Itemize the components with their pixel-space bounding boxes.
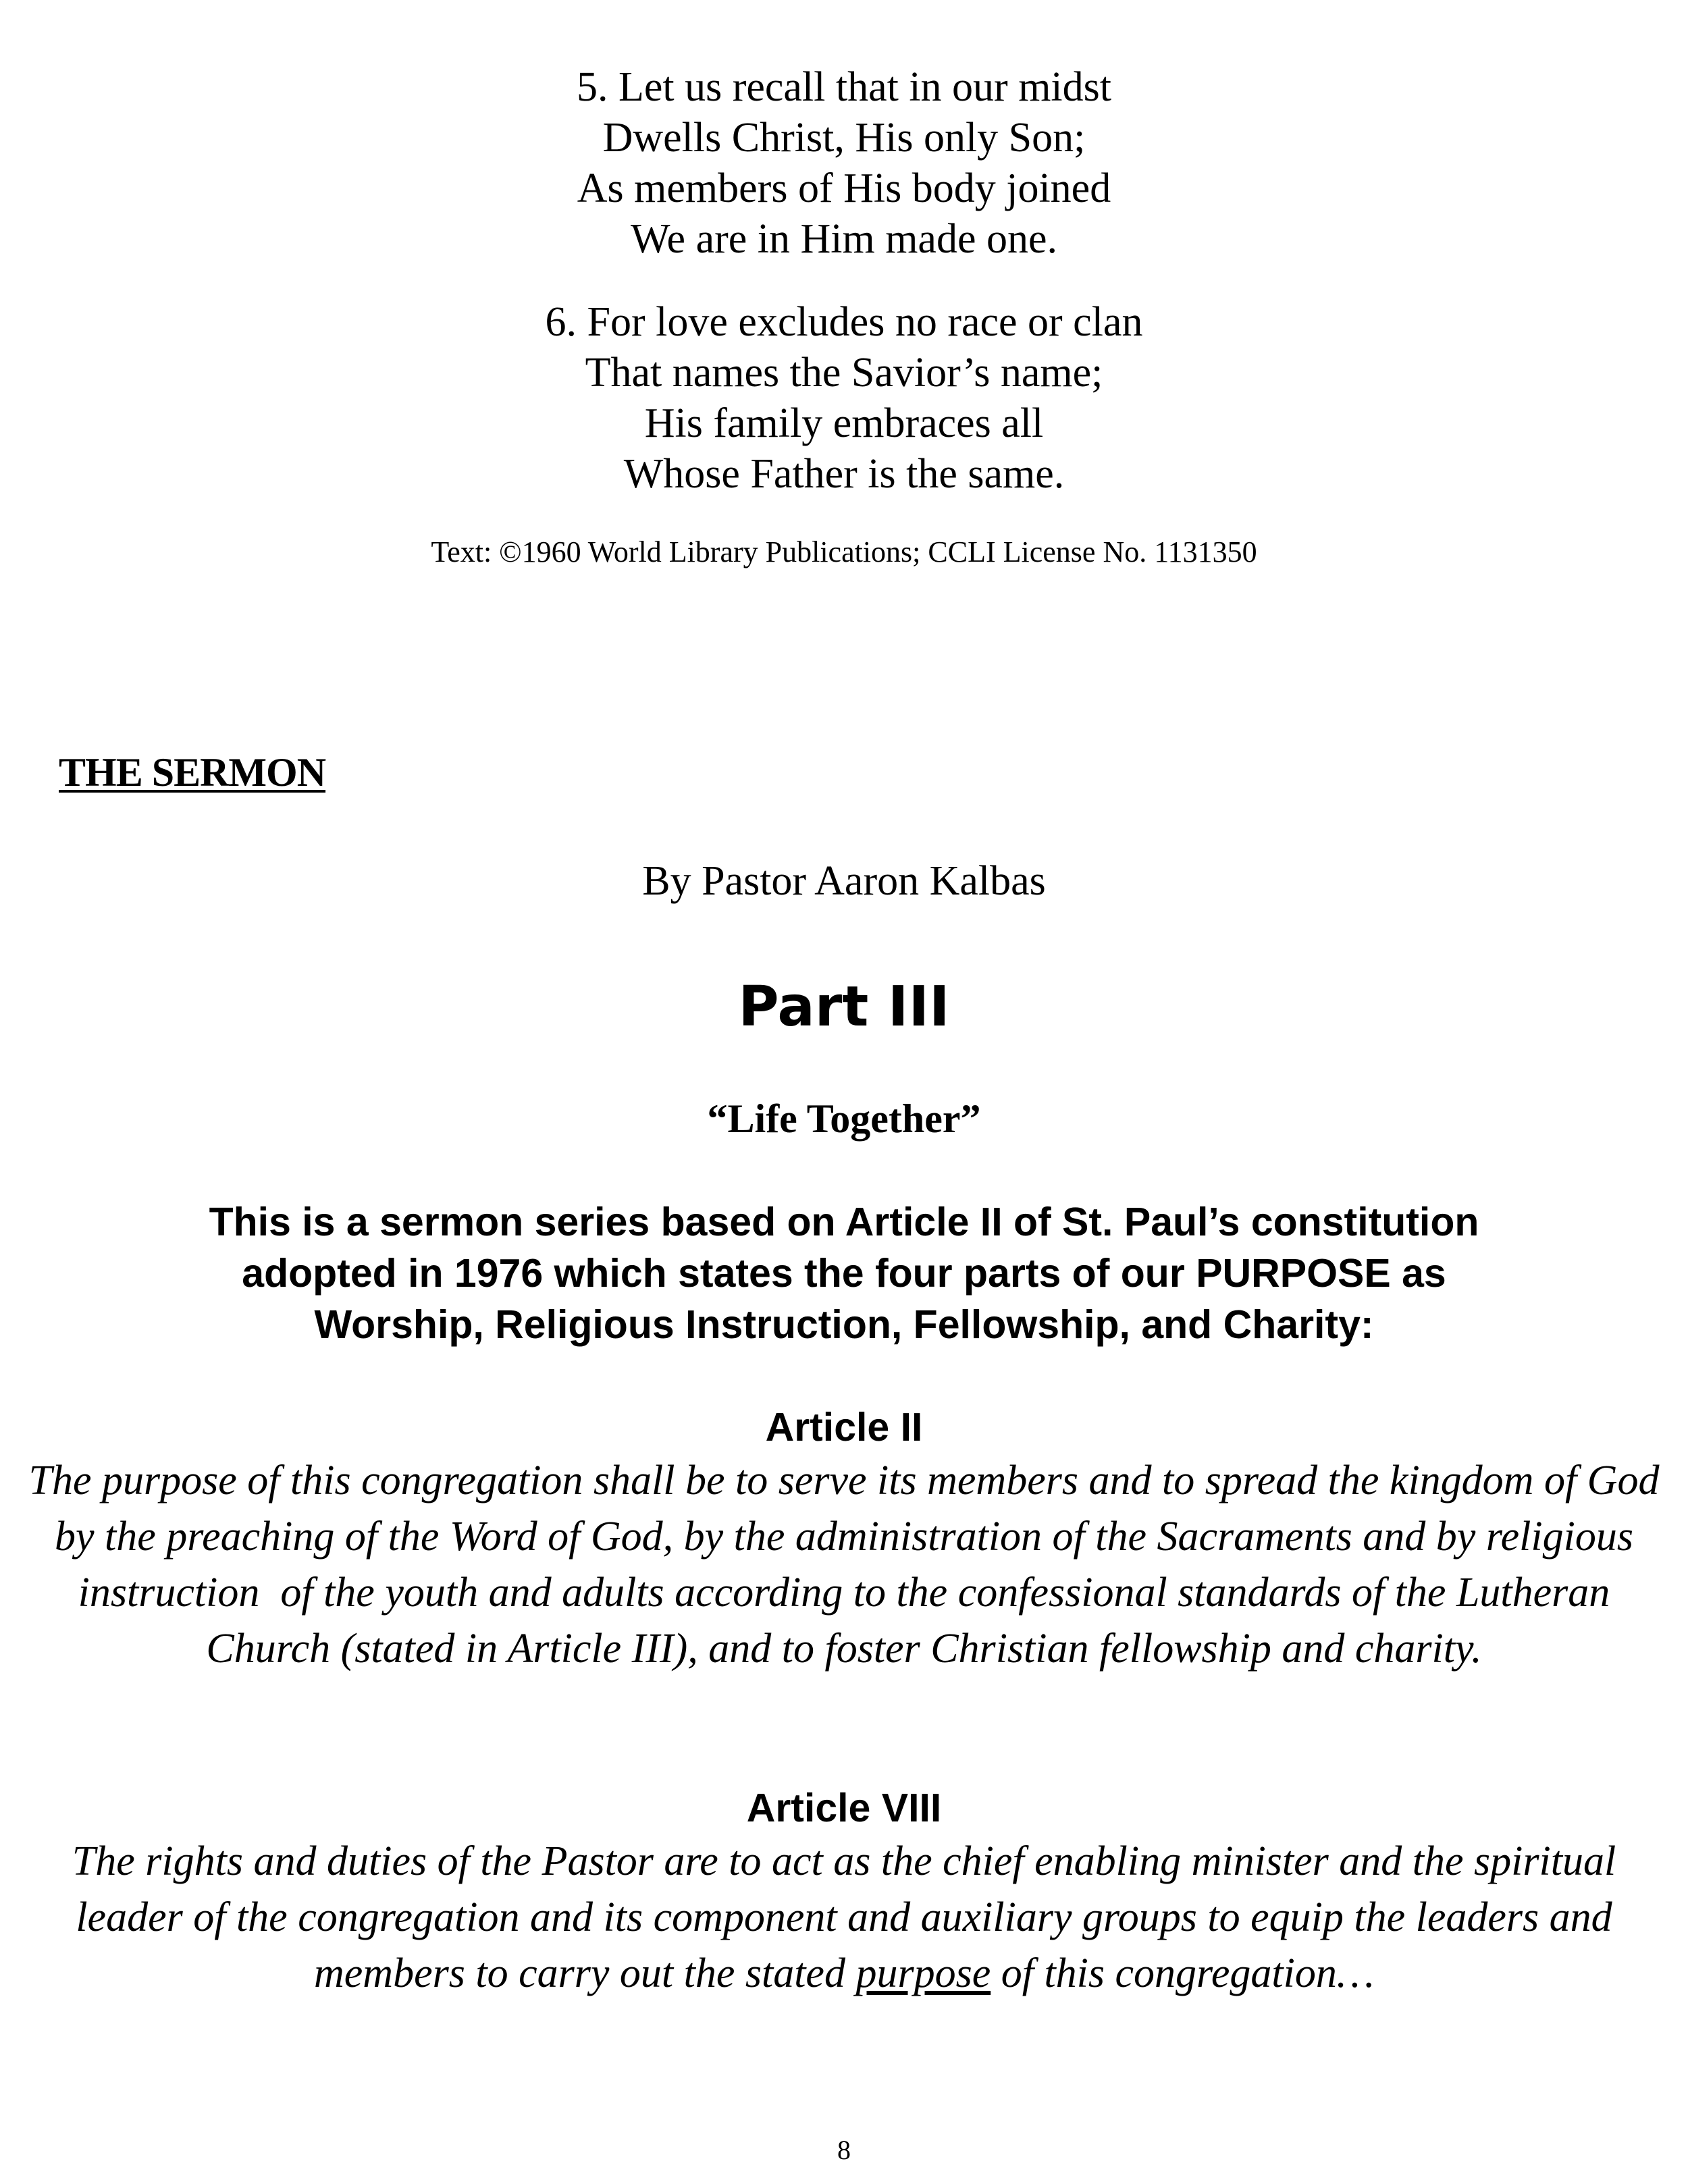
text-fragment: of this congregation… [991, 1950, 1374, 1996]
hymn-verse-6 [0, 297, 1688, 500]
article-ii [0, 1402, 1688, 1677]
verse-line: That names the Savior’s name; [585, 350, 1103, 396]
article-viii [0, 1782, 1688, 2002]
emphasized-word: purpose [855, 1950, 991, 1996]
article-heading: Article II [765, 1405, 923, 1449]
article-heading: Article VIII [746, 1786, 942, 1830]
intro-line: Worship, Religious Instruction, Fellowship, and Charity: [314, 1302, 1374, 1347]
verse-line: 5. Let us recall that in our midst [576, 64, 1112, 110]
article-text-line: The purpose of this congregation shall be to serve its members and to spread the kingdom of God [28, 1458, 1660, 1503]
section-heading: THE SERMON [59, 750, 326, 795]
verse-line: Whose Father is the same. [623, 451, 1065, 497]
verse-line: Dwells Christ, His only Son; [602, 115, 1086, 161]
verse-line: We are in Him made one. [631, 216, 1057, 262]
article-text-line: Church (stated in Article III), and to foster Christian fellowship and charity. [206, 1626, 1482, 1672]
part-title: Part III [738, 975, 950, 1039]
article-text-line: instruction of the youth and adults according to the confessional standards of the Lutheran [78, 1570, 1610, 1616]
verse-line: As members of His body joined [577, 165, 1111, 211]
intro-line: adopted in 1976 which states the four parts of our PURPOSE as [242, 1251, 1446, 1296]
text-fragment: members to carry out the stated [314, 1950, 856, 1996]
article-text-line: by the preaching of the Word of God, by the administration of the Sacraments and by religious [55, 1514, 1633, 1560]
hymn-copyright: Text: ©1960 World Library Publications; CCLI License No. 1131350 [431, 535, 1257, 568]
verse-line: 6. For love excludes no race or clan [545, 299, 1143, 345]
intro-line: This is a sermon series based on Article II of St. Paul’s constitution [209, 1200, 1479, 1244]
article-text-line: The rights and duties of the Pastor are to act as the chief enabling minister and the spiritual [72, 1838, 1616, 1884]
article-text-line: leader of the congregation and its component and auxiliary groups to equip the leaders and [76, 1894, 1612, 1940]
sermon-intro [0, 1196, 1688, 1350]
sermon-byline: By Pastor Aaron Kalbas [642, 858, 1046, 904]
hymn-verse-5 [0, 62, 1688, 265]
page-number: 8 [837, 2135, 851, 2165]
article-text-line-last [0, 1946, 1688, 2002]
sermon-title: “Life Together” [707, 1096, 981, 1141]
verse-line: His family embraces all [644, 400, 1044, 446]
